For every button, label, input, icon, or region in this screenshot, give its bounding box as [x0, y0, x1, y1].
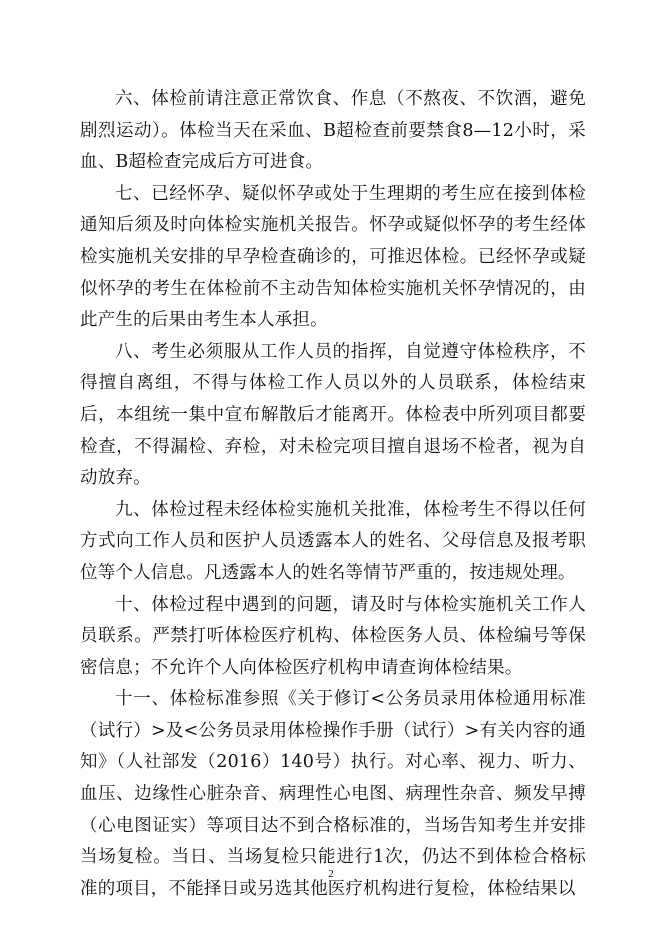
paragraph-item-10: 十、体检过程中遇到的问题，请及时与体检实施机关工作人员联系。严禁打听体检医疗机构、体检医务人员、体检编号等保密信息；不允许个人向体检医疗机构申请查询体检结果。	[80, 594, 586, 678]
paragraph-item-6: 六、体检前请注意正常饮食、作息（不熬夜、不饮酒，避免剧烈运动）。体检当天在采血、B超检查前要禁食8—12小时，采血、B超检查完成后方可进食。	[80, 89, 586, 173]
paragraph-item-8: 八、考生必须服从工作人员的指挥，自觉遵守体检秩序，不得擅自离组，不得与体检工作人员以外的人员联系，体检结束后，本组统一集中宣布解散后才能离开。体检表中所列项目都要检查，不得漏检、弃检，对未检完项目擅自退场不检者，视为自动放弃。	[80, 341, 586, 489]
paragraph-item-9: 九、体检过程未经体检实施机关批准，体检考生不得以任何方式向工作人员和医护人员透露本人的姓名、父母信息及报考职位等个人信息。凡透露本人的姓名等情节严重的，按违规处理。	[80, 499, 586, 583]
page-number: 2	[328, 868, 334, 880]
paragraph-item-7: 七、已经怀孕、疑似怀孕或处于生理期的考生应在接到体检通知后须及时向体检实施机关报告。怀孕或疑似怀孕的考生经体检实施机关安排的早孕检查确诊的，可推迟体检。已经怀孕或疑似怀孕的考生在体检前不主动告知体检实施机关怀孕情况的，由此产生的后果由考生本人承担。	[80, 183, 586, 331]
document-body	[80, 84, 586, 905]
paragraph-item-11: 十一、体检标准参照《关于修订<公务员录用体检通用标准（试行）>及<公务员录用体检操作手册（试行）>有关内容的通知》（人社部发（2016）140号）执行。对心率、视力、听力、血压、边缘性心脏杂音、病理性心电图、病理性杂音、频发早搏（心电图证实）等项目达不到合格标准的，当场告知考生并安排当场复检。当日、当场复检只能进行1次，仍达不到体检合格标准的项目，不能择日或另选其他医疗机构进行复检，体检结果以	[80, 689, 586, 899]
